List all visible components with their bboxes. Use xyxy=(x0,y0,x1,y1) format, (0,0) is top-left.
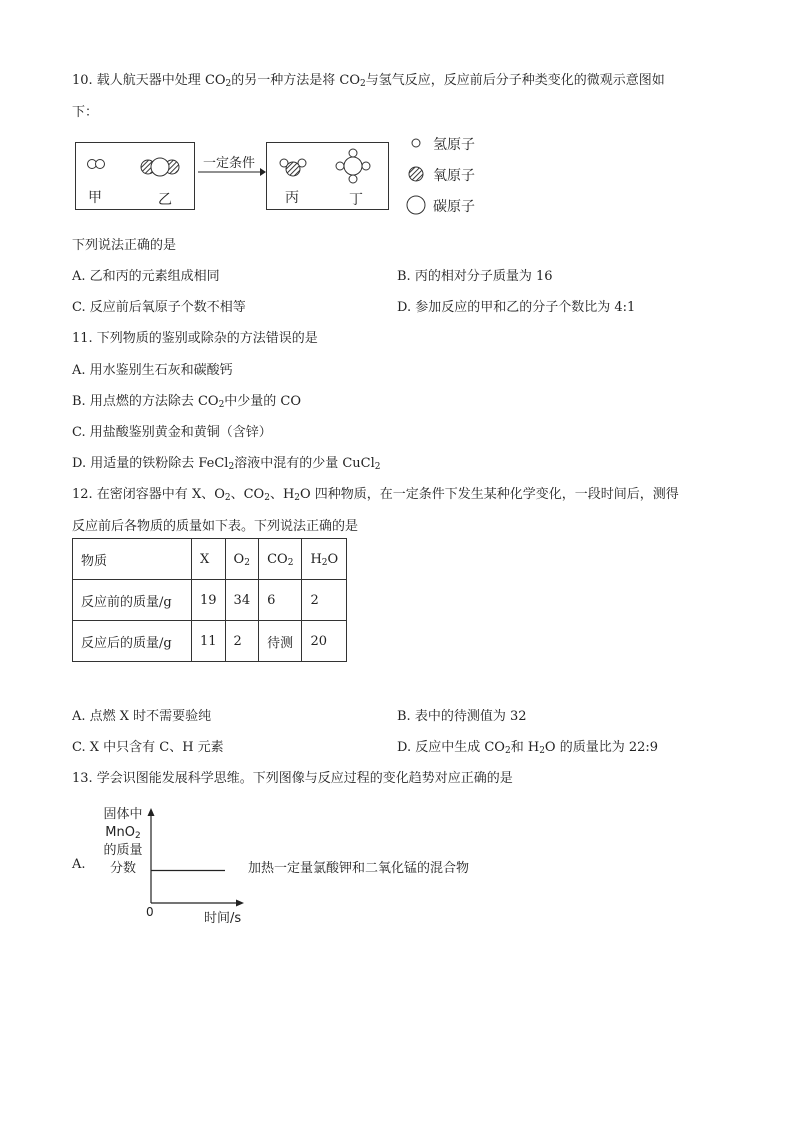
chart-xlabel: 时间/s xyxy=(204,911,242,926)
y-axis-arrow xyxy=(148,808,155,816)
q11-option-b: B. 用点燃的方法除去 $CO_2$中少量的 CO xyxy=(72,394,302,410)
table-cell: 待测 xyxy=(259,621,302,662)
carbon-legend-icon xyxy=(407,196,425,214)
q12-stem-line2: 反应前后各物质的质量如下表。下列说法正确的是 xyxy=(72,519,359,534)
label-bing: 丙 xyxy=(285,190,299,206)
carbon-atom xyxy=(151,158,169,176)
oxygen-legend-icon xyxy=(409,167,423,181)
reaction-arrow xyxy=(198,166,266,178)
table-cell: 反应前的质量/g xyxy=(73,580,192,621)
q13-chart xyxy=(144,808,244,908)
table-cell: 34 xyxy=(225,580,259,621)
label-yi: 乙 xyxy=(158,192,172,208)
legend-hydrogen: 氢原子 xyxy=(433,137,475,153)
table-cell: 2 xyxy=(302,580,347,621)
table-cell: 反应后的质量/g xyxy=(73,621,192,662)
oxygen-atom xyxy=(286,162,300,176)
hydrogen-atom xyxy=(349,149,357,157)
q11-option-c: C. 用盐酸鉴别黄金和黄铜（含锌） xyxy=(72,425,272,440)
table-cell: 2 xyxy=(225,621,259,662)
q10-stem-line2: 下： xyxy=(72,105,99,120)
hydrogen-legend-icon xyxy=(412,139,420,147)
q10-option-b: B. 丙的相对分子质量为 16 xyxy=(397,269,553,284)
q10-stem-line1: 10. 载人航天器中处理 $CO_2$的另一种方法是将 $CO_2$与氢气反应，反应前后分子种类变化的微观示意图如 xyxy=(72,73,665,89)
hydrogen-atom xyxy=(349,175,357,183)
table-row xyxy=(73,621,347,662)
carbon-atom xyxy=(344,157,362,175)
atom-legend-icons xyxy=(404,133,428,219)
hydrogen-atom xyxy=(96,160,105,169)
reaction-condition: 一定条件 xyxy=(203,156,256,171)
table-cell: 19 xyxy=(192,580,226,621)
q11-option-a: A. 用水鉴别生石灰和碳酸钙 xyxy=(72,363,233,378)
table-cell: 20 xyxy=(302,621,347,662)
q10-prompt: 下列说法正确的是 xyxy=(72,238,177,253)
chart-origin: 0 xyxy=(146,905,154,919)
q12-option-c: C. X 中只含有 C、H 元素 xyxy=(72,740,224,755)
q12-option-a: A. 点燃 X 时不需要验纯 xyxy=(72,709,212,724)
q10-option-a: A. 乙和丙的元素组成相同 xyxy=(72,269,220,284)
table-header-cell: X xyxy=(192,539,226,580)
x-axis-arrow xyxy=(236,900,244,907)
q13-option-a-desc: 加热一定量氯酸钾和二氧化锰的混合物 xyxy=(248,861,470,876)
table-header-cell: $O_2$ xyxy=(225,539,259,580)
table-header-cell: $CO_2$ xyxy=(259,539,302,580)
legend-carbon: 碳原子 xyxy=(433,199,475,215)
table-header-row xyxy=(73,539,347,580)
q10-option-d: D. 参加反应的甲和乙的分子个数比为 4:1 xyxy=(397,300,636,315)
table-row xyxy=(73,580,347,621)
q12-option-d: D. 反应中生成 $CO_2$和 $H_2O$ 的质量比为 22:9 xyxy=(397,740,659,756)
product-box xyxy=(266,142,389,210)
q13-option-a-label: A. xyxy=(72,857,86,872)
reactant-box xyxy=(75,142,195,210)
legend-oxygen: 氧原子 xyxy=(433,168,475,184)
chart-ylabel: 固体中 MnO$_2$ 的质量 分数 xyxy=(103,807,143,876)
label-jia: 甲 xyxy=(88,190,102,206)
q12-stem-line1: 12. 在密闭容器中有 X、$O_2$、$CO_2$、$H_2O$ 四种物质，在一定条件下发生某种化学变化，一段时间后，测得 xyxy=(72,487,679,503)
label-ding: 丁 xyxy=(349,192,363,208)
q12-option-b: B. 表中的待测值为 32 xyxy=(397,709,527,724)
q10-option-c: C. 反应前后氧原子个数不相等 xyxy=(72,300,246,315)
table-cell: 6 xyxy=(259,580,302,621)
q11-stem: 11. 下列物质的鉴别或除杂的方法错误的是 xyxy=(72,331,318,346)
table-header-cell: 物质 xyxy=(73,539,192,580)
q11-option-d: D. 用适量的铁粉除去 FeCl$_2$溶液中混有的少量 CuCl$_2$ xyxy=(72,456,381,472)
q13-stem: 13. 学会识图能发展科学思维。下列图像与反应过程的变化趋势对应正确的是 xyxy=(72,771,513,786)
table-header-cell: $H_2O$ xyxy=(302,539,347,580)
hydrogen-atom xyxy=(362,162,370,170)
table-cell: 11 xyxy=(192,621,226,662)
hydrogen-atom xyxy=(336,162,344,170)
mass-table xyxy=(72,538,347,662)
